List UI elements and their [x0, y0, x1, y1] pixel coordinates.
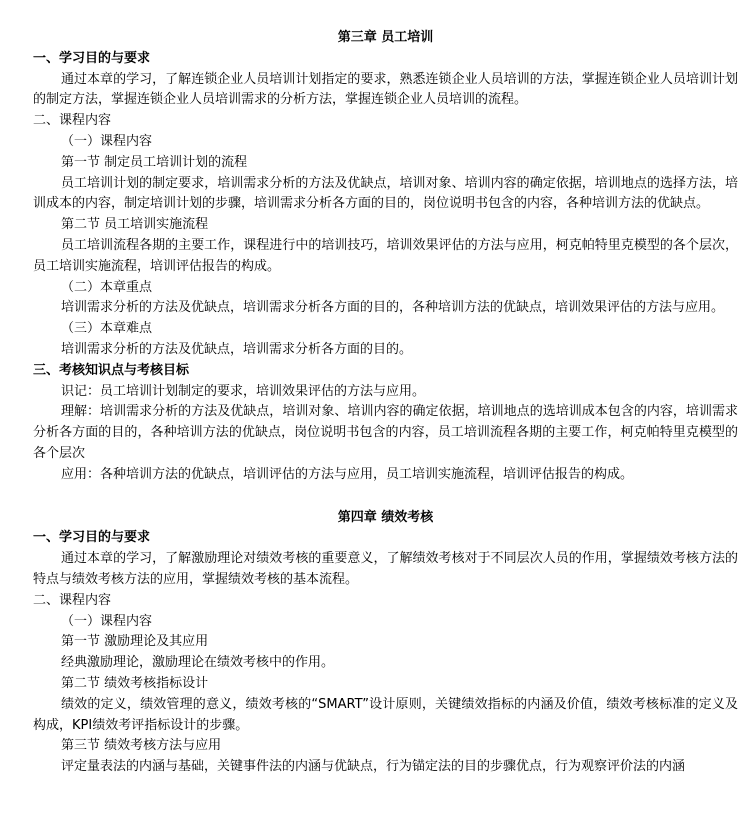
ch3-lesson-2-text: 员工培训流程各期的主要工作，课程进行中的培训技巧，培训效果评估的方法与应用，柯克帕特里克模型的各个层次，员工培训实施流程，培训评估报告的构成。	[33, 237, 738, 274]
ch4-section-1-heading: 一、学习目的与要求	[33, 530, 151, 546]
ch4-lesson-3-text: 评定量表法的内涵与基础，关键事件法的内涵与优缺点，行为锚定法的目的步骤优点，行为观察评价法的内涵	[61, 759, 686, 775]
ch3-section-1-text: 通过本章的学习，了解连锁企业人员培训计划指定的要求，熟悉连锁企业人员培训的方法，掌握连锁企业人员培训计划的制定方法，掌握连锁企业人员培训需求的分析方法，掌握连锁企业人员培训的流程。	[33, 71, 738, 108]
chapter-divider-space	[33, 486, 738, 508]
ch4-lesson-1-title: 第一节 激励理论及其应用	[61, 634, 209, 650]
ch3-memorize-text: 识记：员工培训计划制定的要求，培训效果评估的方法与应用。	[61, 383, 426, 399]
ch3-section-2-heading: 二、课程内容	[33, 113, 112, 129]
ch4-lesson-3-title: 第三节 绩效考核方法与应用	[61, 738, 222, 754]
ch3-section-1-heading: 一、学习目的与要求	[33, 50, 151, 66]
ch3-difficulties-text: 培训需求分析的方法及优缺点，培训需求分析各方面的目的。	[61, 341, 413, 357]
ch3-subheading-key-points: （二）本章重点	[61, 279, 153, 295]
ch4-lesson-2-text: 绩效的定义，绩效管理的意义，绩效考核的“SMART”设计原则，关键绩效指标的内涵及价值，绩效考核标准的定义及构成，KPI绩效考评指标设计的步骤。	[33, 696, 738, 733]
ch3-lesson-1-text: 员工培训计划的制定要求，培训需求分析的方法及优缺点，培训对象、培训内容的确定依据，培训地点的选择方法，培训成本的内容，制定培训计划的步骤，培训需求分析各方面的目的，岗位说明书包含的内容，各种培训方法的优缺点。	[33, 175, 738, 212]
ch4-lesson-1-text: 经典激励理论，激励理论在绩效考核中的作用。	[61, 655, 335, 671]
ch3-subheading-difficulties: （三）本章难点	[61, 321, 153, 337]
chapter-4-title: 第四章 绩效考核	[337, 509, 434, 525]
ch3-subheading-content: （一）课程内容	[61, 133, 153, 149]
ch3-lesson-2-title: 第二节 员工培训实施流程	[61, 217, 209, 233]
ch4-lesson-2-title: 第二节 绩效考核指标设计	[61, 675, 209, 691]
ch3-apply-text: 应用：各种培训方法的优缺点，培训评估的方法与应用，员工培训实施流程，培训评估报告的构成。	[61, 466, 634, 482]
ch3-lesson-1-title: 第一节 制定员工培训计划的流程	[61, 154, 248, 170]
ch3-key-points-text: 培训需求分析的方法及优缺点，培训需求分析各方面的目的，各种培训方法的优缺点，培训效果评估的方法与应用。	[61, 300, 725, 316]
chapter-3-title: 第三章 员工培训	[337, 30, 434, 45]
ch4-section-1-text: 通过本章的学习，了解激励理论对绩效考核的重要意义，了解绩效考核对于不同层次人员的作用，掌握绩效考核方法的特点与绩效考核方法的应用，掌握绩效考核的基本流程。	[33, 551, 738, 587]
ch4-section-2-heading: 二、课程内容	[33, 592, 112, 608]
ch3-section-3-heading: 三、考核知识点与考核目标	[33, 362, 190, 378]
document-body	[33, 28, 738, 778]
ch4-subheading-content: （一）课程内容	[61, 613, 153, 629]
ch3-understand-text: 理解：培训需求分析的方法及优缺点，培训对象、培训内容的确定依据，培训地点的选培训成本包含的内容，培训需求分析各方面的目的，各种培训方法的优缺点，岗位说明书包含的内容，员工培训流程各期的主要工作，柯克帕特里克模型的各个层次	[33, 404, 738, 461]
